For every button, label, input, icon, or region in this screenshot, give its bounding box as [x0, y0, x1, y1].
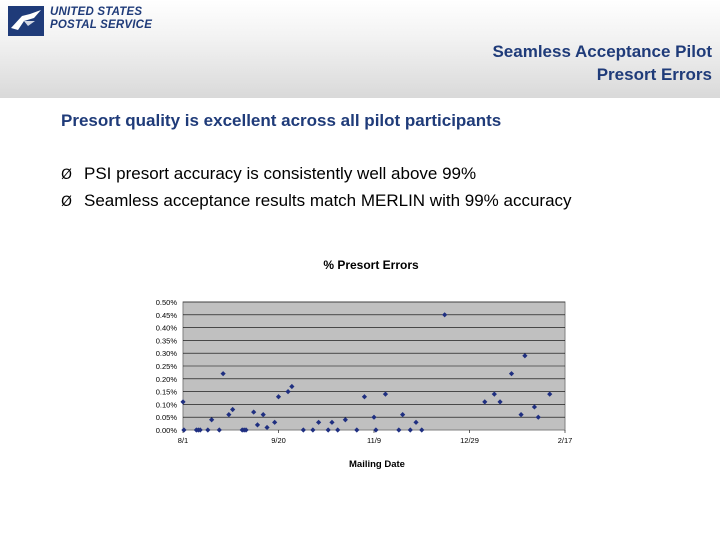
x-axis-label: Mailing Date [349, 459, 405, 470]
y-tick-label: 0.20% [155, 374, 177, 384]
arrow-bullet-icon: Ø [61, 194, 73, 210]
y-tick-label: 0.00% [155, 426, 177, 435]
bullet-text: PSI presort accuracy is consistently well above 99% [84, 164, 477, 183]
y-tick-label: 0.25% [155, 362, 177, 371]
logo-wordmark [50, 6, 152, 32]
presort-errors-chart [140, 250, 580, 480]
bullet-item [61, 160, 572, 187]
x-tick-label: 9/20 [271, 436, 286, 445]
logo-line-1: UNITED STATES [50, 6, 143, 18]
bullet-item [61, 187, 572, 214]
bullet-list [61, 160, 572, 214]
y-tick-label: 0.05% [155, 413, 177, 423]
slide-subtitle: Presort quality is excellent across all pilot participants [61, 111, 502, 130]
y-tick-label: 0.35% [155, 336, 177, 346]
y-tick-label: 0.30% [155, 349, 177, 359]
eagle-icon [8, 6, 44, 36]
arrow-bullet-icon: Ø [61, 167, 73, 183]
usps-logo [8, 6, 158, 38]
y-tick-label: 0.15% [155, 387, 177, 397]
logo-line-2: POSTAL SERVICE [50, 19, 153, 31]
header-banner [0, 0, 720, 98]
x-tick-label: 8/1 [177, 436, 189, 445]
x-tick-label: 11/9 [366, 436, 382, 445]
y-tick-label: 0.40% [155, 323, 177, 333]
page-title-line-2: Presort Errors [596, 65, 712, 84]
page-title-line-1: Seamless Acceptance Pilot [492, 42, 712, 61]
y-tick-label: 0.50% [155, 298, 177, 307]
y-tick-label: 0.10% [155, 400, 177, 410]
chart-title: % Presort Errors [323, 258, 419, 272]
x-tick-label: 12/29 [460, 436, 479, 445]
page-title [492, 40, 712, 86]
bullet-text: Seamless acceptance results match MERLIN with 99% accuracy [84, 191, 572, 210]
x-tick-label: 2/17 [557, 436, 573, 445]
y-tick-label: 0.45% [155, 310, 177, 320]
